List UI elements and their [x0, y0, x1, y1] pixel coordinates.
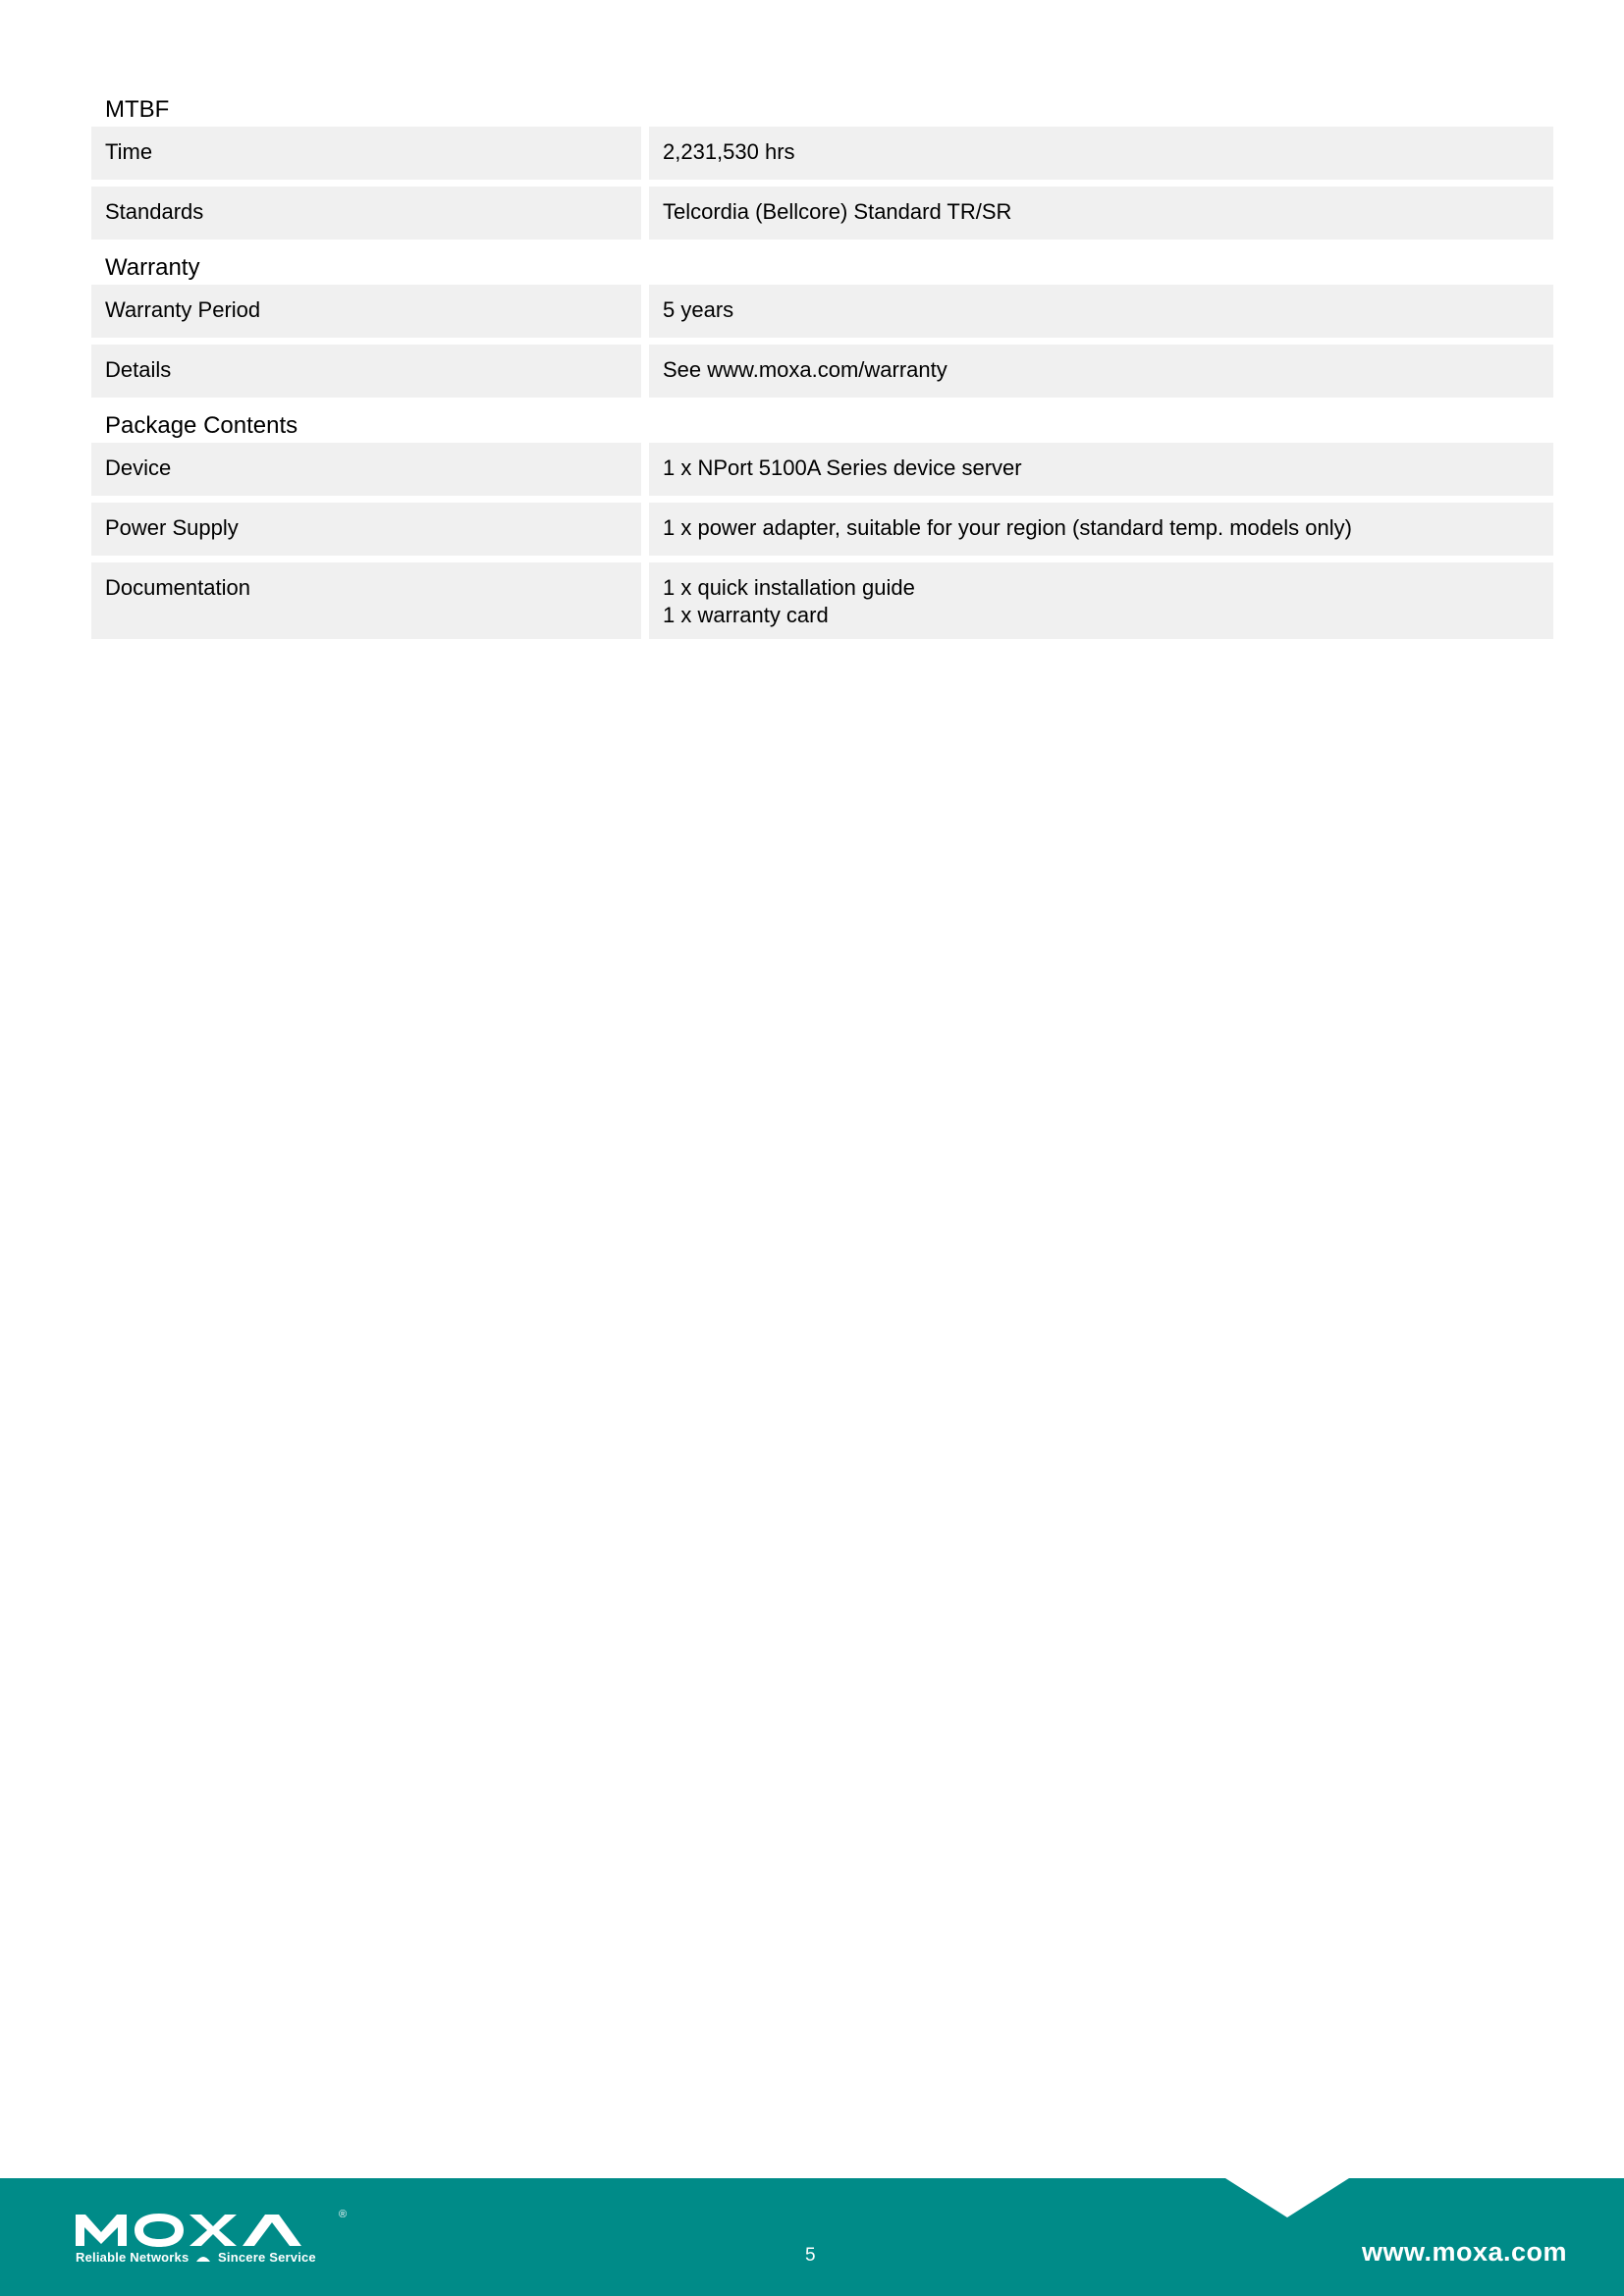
- spec-row: [91, 345, 1553, 398]
- spec-value-line: 1 x quick installation guide: [663, 575, 915, 600]
- spec-label: Documentation: [91, 562, 641, 639]
- page-number: 5: [805, 2245, 816, 2266]
- footer-notch: [1225, 2178, 1349, 2217]
- spec-row: [91, 503, 1553, 556]
- spec-label: Details: [91, 345, 641, 398]
- moxa-logo: [76, 2209, 351, 2268]
- spec-content: [91, 93, 1553, 646]
- spec-row: [91, 443, 1553, 496]
- section-title: Warranty: [105, 254, 200, 281]
- spec-value-line: Telcordia (Bellcore) Standard TR/SR: [663, 199, 1012, 224]
- section-mtbf: [91, 93, 1553, 240]
- logo-tagline: [76, 2250, 316, 2265]
- arch-icon: [195, 2254, 211, 2263]
- spec-row: [91, 127, 1553, 180]
- registered-mark: ®: [339, 2209, 348, 2220]
- spec-value-line: 2,231,530 hrs: [663, 139, 795, 164]
- spec-label: Time: [91, 127, 641, 180]
- section-title: Package Contents: [105, 412, 298, 439]
- spec-value-line: 5 years: [663, 297, 734, 322]
- spec-label: Power Supply: [91, 503, 641, 556]
- page-footer: [0, 2178, 1624, 2296]
- spec-row: [91, 562, 1553, 639]
- spec-value: [649, 345, 1553, 398]
- spec-value: [649, 443, 1553, 496]
- spec-value-line: 1 x warranty card: [663, 603, 829, 627]
- spec-value: [649, 127, 1553, 180]
- moxa-wordmark-icon: [76, 2213, 351, 2248]
- section-warranty: [91, 251, 1553, 398]
- spec-label: Warranty Period: [91, 285, 641, 338]
- section-title: MTBF: [105, 96, 170, 123]
- spec-value: [649, 285, 1553, 338]
- spec-value: [649, 187, 1553, 240]
- spec-value-line: 1 x power adapter, suitable for your region (standard temp. models only): [663, 515, 1352, 540]
- spec-value-line: 1 x NPort 5100A Series device server: [663, 455, 1022, 480]
- spec-label: Device: [91, 443, 641, 496]
- spec-row: [91, 285, 1553, 338]
- spec-value-line: See www.moxa.com/warranty: [663, 357, 947, 382]
- tagline-right: Sincere Service: [218, 2250, 316, 2265]
- spec-value: [649, 503, 1553, 556]
- spec-row: [91, 187, 1553, 240]
- section-package-contents: [91, 409, 1553, 639]
- tagline-left: Reliable Networks: [76, 2250, 189, 2265]
- site-url[interactable]: www.moxa.com: [1361, 2237, 1567, 2267]
- spec-label: Standards: [91, 187, 641, 240]
- spec-value: [649, 562, 1553, 639]
